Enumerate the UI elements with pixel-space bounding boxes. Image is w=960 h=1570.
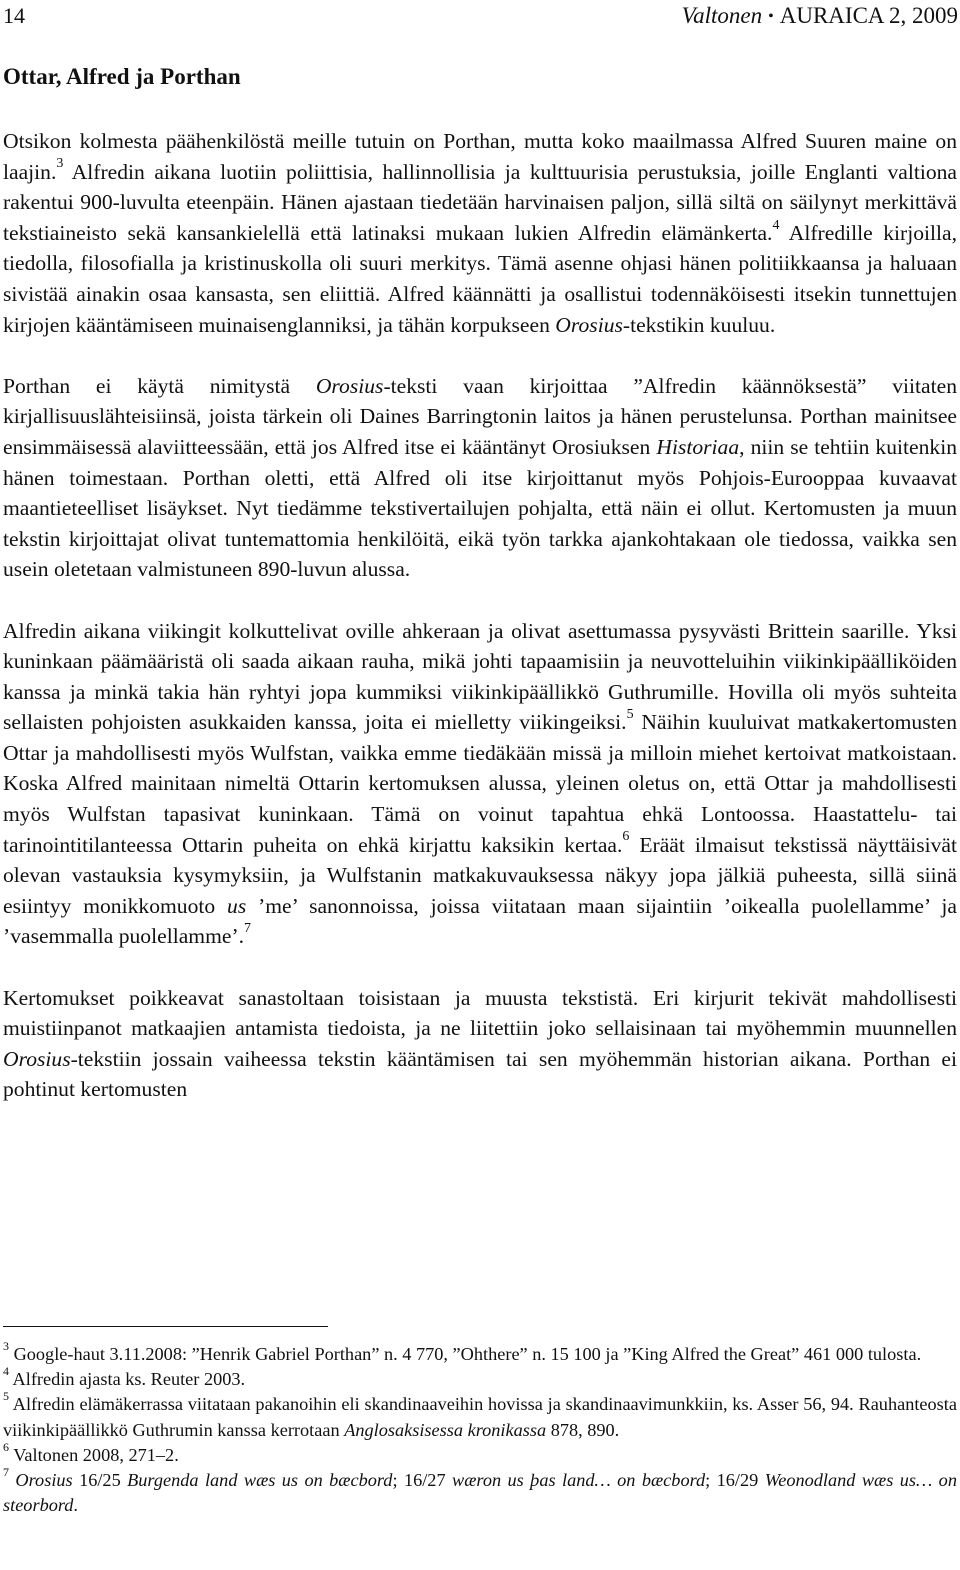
footnote-text: 878, 890. xyxy=(546,1419,620,1440)
footnote-ref-7[interactable]: 7 xyxy=(244,921,252,937)
text-run: -tekstikin kuuluu. xyxy=(622,312,776,337)
text-run: Alfredille kirjoilla, tiedolla, filosofialla ja kristinuskolla oli suuri merkitys. Tämä asenne ohjasi hänen politiikkaansa ja haluaan sivistää ainakin osaa kansasta, sen eliittiä. Alfred käännätti ja osallistui todennäköisesti itsekin tunnettujen kirjojen kääntämiseen muinaisenglanniksi, ja tähän korpukseen xyxy=(3,220,957,337)
text-run: -tekstiin jossain vaiheessa tekstin kääntämisen tai sen myöhemmän historian aikana. Porthan ei pohtinut kertomusten xyxy=(3,1046,957,1102)
footnotes xyxy=(3,1338,957,1518)
footnote-italic: Orosius xyxy=(15,1470,73,1491)
text-run: -teksti vaan kirjoittaa ”Alfredin käännöksestä” viitaten kirjallisuuslähteisiinsä, joista tärkein oli Daines Barringtonin laitos ja hänen perustelunsa. Porthan mainitsee ensimmäisessä alaviitteessään, että jos Alfred itse ei kääntänyt Orosiuksen xyxy=(3,373,957,459)
footnote-number: 5 xyxy=(3,1389,9,1404)
footnote-text: 16/25 xyxy=(72,1470,128,1491)
running-head-author: Valtonen xyxy=(681,3,763,28)
italic-title: Historiaa xyxy=(656,434,740,459)
footnote-4 xyxy=(3,1364,957,1392)
footnote-text: Alfredin elämäkerrassa viitataan pakanoihin eli skandinaaveihin hovissa ja skandinaavimunkkiin, ks. Asser 56, 94. Rauhanteosta viikinkipäällikkö Guthrumin kanssa kerrotaan xyxy=(3,1394,957,1440)
footnote-italic: Weonodland wæs us… on steorbord xyxy=(3,1470,957,1516)
text-run: Kertomukset poikkeavat sanastoltaan toisistaan ja muusta tekstistä. Eri kirjurit tekivät mahdollisesti muistiinpanot matkaajien antamista tiedoista, ja ne liitettiin joko sellaisinaan tai myöhemmin muunnellen xyxy=(3,985,957,1041)
italic-term: us xyxy=(227,893,247,918)
footnote-text: Google-haut 3.11.2008: ”Henrik Gabriel Porthan” n. 4 770, ”Ohthere” n. 15 100 ja ”King Alfred the Great” 461 000 tulosta. xyxy=(9,1344,922,1364)
running-head xyxy=(682,3,958,29)
footnote-6 xyxy=(3,1439,957,1468)
text-run: Näihin kuuluivat matkakertomusten Ottar ja mahdollisesti myös Wulfstan, vaikka emme tiedäkään missä ja milloin miehet kertoivat matkoistaan. Koska Alfred mainitaan nimeltä Ottarin kertomuksen alussa, yleinen oletus on, että Ottar ja mahdollisesti myös Wulfstan tapasivat kuninkaan. Tämä on voinut tapahtua ehkä Lontoossa. Haastattelu- tai tarinointitilanteessa Ottarin puheita on ehkä kirjattu kaksikin kertaa. xyxy=(3,710,957,857)
paragraph-3 xyxy=(3,616,957,953)
footnote-text: ; 16/27 xyxy=(392,1470,452,1491)
footnote-text: ; 16/29 xyxy=(705,1470,765,1491)
italic-title: Orosius xyxy=(315,373,384,398)
running-head-journal: AURAICA 2, 2009 xyxy=(779,3,958,28)
footnote-ref-6[interactable]: 6 xyxy=(622,829,630,845)
footnote-italic: Burgenda land wæs us on bæcbord xyxy=(127,1470,393,1491)
text-run: Porthan ei käytä nimitystä xyxy=(3,373,316,398)
text-run: Alfredin aikana luotiin poliittisia, hallinnollisia ja kulttuurisia perustuksia, joille Englanti valtiona rakentui 900-luvulta eteenpäin. Hänen ajastaan tiedetään harvinaisen paljon, sillä siltä on säilynyt merkittävä tekstiaineisto sekä kansankielellä että latinaksi mukaan lukien Alfredin elämänkerta. xyxy=(3,159,957,245)
footnote-7 xyxy=(3,1464,957,1518)
paragraph-2 xyxy=(3,371,957,585)
text-run: Eräät ilmaisut tekstissä näyttäisivät olevan vastauksia kysymyksiin, ja Wulfstanin matkakuvauksessa näkyy jopa jälkiä puheesta, sillä siinä esiintyy monikkomuoto xyxy=(3,832,957,918)
text-run: Alfredin aikana viikingit kolkuttelivat oville ahkeraan ja olivat asettumassa pysyvästi Brittein saarille. Yksi kuninkaan päämääristä oli saada aikaan rauha, mikä johti tapaamisiin ja neuvotteluihin viikinkipäälliköiden kanssa ja minkä takia hän ryhtyi jopa kummiksi viikinkipäällikkö Guthrumille. Hovilla oli myös suhteita sellaisten pohjoisten asukkaiden kanssa, joita ei mielletty viikingeiksi. xyxy=(3,618,957,735)
italic-title: Orosius xyxy=(3,1046,71,1071)
footnote-number: 4 xyxy=(3,1364,9,1379)
bullet-separator: • xyxy=(768,8,774,25)
footnote-5 xyxy=(3,1389,957,1442)
footnote-ref-4[interactable]: 4 xyxy=(772,217,780,233)
footnote-3 xyxy=(3,1338,957,1367)
text-run: , niin se tehtiin kuitenkin hänen toimestaan. Porthan oletti, että Alfred oli itse kirjoittanut myös Pohjois-Eurooppaa kuvaavat maantieteelliset lisäykset. Nyt tiedämme tekstivertailujen pohjalta, että näin ei ollut. Kertomusten ja muun tekstin kirjoittajat olivat tuntemattomia henkilöitä, eikä työn tarkka ajankohtakaan ole tiedossa, vaikka sen usein oletetaan valmistuneen 890-luvun alussa. xyxy=(3,434,957,582)
text-run: ’me’ sanonnoissa, joissa viitataan maan sijaintiin ’oikealla puolellamme’ ja ’vasemmalla puolellamme’. xyxy=(3,893,958,949)
footnote-text: Valtonen 2008, 271–2. xyxy=(9,1444,179,1465)
page-number: 14 xyxy=(3,3,25,28)
footnote-text: Alfredin ajasta ks. Reuter 2003. xyxy=(9,1369,246,1390)
section-title: Ottar, Alfred ja Porthan xyxy=(3,64,241,89)
body-text xyxy=(3,126,957,1105)
footnote-divider xyxy=(3,1326,328,1327)
footnote-ref-5[interactable]: 5 xyxy=(626,707,634,723)
paragraph-1 xyxy=(3,126,957,340)
footnote-italic: wæron us þas land… on bæcbord xyxy=(452,1470,706,1491)
italic-title: Orosius xyxy=(555,312,623,337)
footnote-number: 6 xyxy=(3,1439,9,1454)
footnote-ref-3[interactable]: 3 xyxy=(56,156,64,172)
paragraph-4 xyxy=(3,983,957,1105)
footnote-number: 7 xyxy=(3,1464,9,1479)
footnote-italic: Anglosaksisessa kronikassa xyxy=(344,1419,547,1440)
footnote-text: . xyxy=(73,1495,78,1516)
text-run: Otsikon kolmesta päähenkilöstä meille tutuin on Porthan, mutta koko maailmassa Alfred Suuren maine on laajin. xyxy=(3,129,957,184)
footnote-number: 3 xyxy=(3,1338,9,1353)
